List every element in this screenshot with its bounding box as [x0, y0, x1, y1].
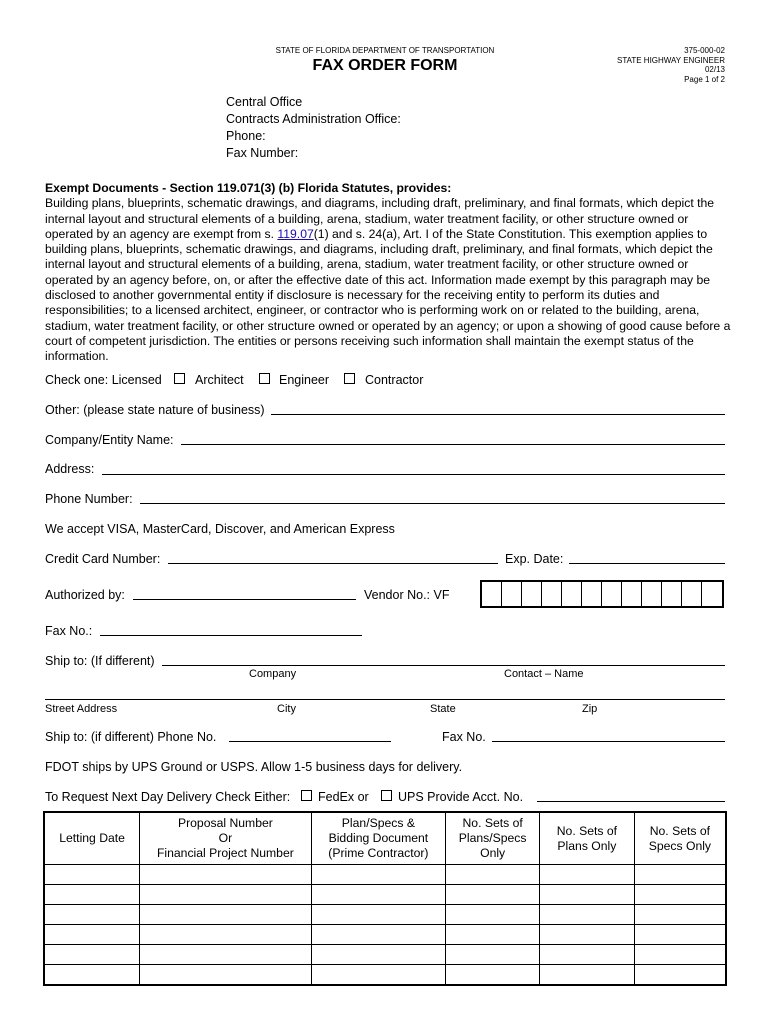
table-cell[interactable]	[44, 965, 140, 986]
table-cell[interactable]	[140, 865, 311, 885]
fedex-label: FedEx or	[318, 790, 369, 804]
table-cell[interactable]	[634, 885, 726, 905]
sub-state-label: State	[430, 703, 456, 715]
ups-label: UPS Provide Acct. No.	[398, 790, 524, 804]
table-cell[interactable]	[540, 925, 635, 945]
next-day-label: To Request Next Day Delivery Check Either:	[45, 790, 291, 804]
architect-checkbox[interactable]	[174, 373, 185, 384]
col-sets-plans: No. Sets of Plans Only	[540, 812, 635, 865]
vendor-digit-box[interactable]	[582, 582, 602, 606]
page-number: Page 1 of 2	[684, 74, 725, 84]
phone-field[interactable]	[140, 503, 725, 504]
ups-account-field[interactable]	[537, 801, 725, 802]
authorized-label: Authorized by:	[45, 588, 125, 602]
table-cell[interactable]	[140, 905, 311, 925]
cc-number-field[interactable]	[168, 563, 498, 564]
col-sets-specs: No. Sets of Specs Only	[634, 812, 726, 865]
sub-contact-label: Contact – Name	[504, 668, 584, 680]
vendor-digit-box[interactable]	[662, 582, 682, 606]
vendor-digit-box[interactable]	[542, 582, 562, 606]
exempt-text-2: (1) and s. 24(a), Art. I of the State Constitution. This exemption applies to building plans, blueprints, schematic drawings, and diagrams, including draft, preliminary, and final formats, which depict the internal layout and structural elements of a building, arena, stadium, water treatment facility, or other structure owned or operated by an agency before, on, or after the effective date of this act. Information made exempt by this paragraph may be disclosed to another governmental entity if disclosure is necessary for the receiving entity to perform its duties and responsibilities; to a licensed architect, engineer, or contractor who is performing work on or related to the building, arena, stadium, water treatment facility, or other structure owned or operated by an agency; or upon a showing of good cause before a court of competent jurisdiction. The entities or persons receiving such information shall maintain the exempt status of the information.	[45, 226, 731, 364]
vendor-digit-box[interactable]	[622, 582, 642, 606]
table-cell[interactable]	[44, 865, 140, 885]
col-letting-date: Letting Date	[44, 812, 140, 865]
col-plan-specs: Plan/Specs & Bidding Document (Prime Contractor)	[311, 812, 446, 865]
table-cell[interactable]	[540, 945, 635, 965]
vendor-digit-box[interactable]	[682, 582, 702, 606]
table-header-row	[44, 812, 726, 865]
table-cell[interactable]	[140, 885, 311, 905]
exempt-heading: Exempt Documents - Section 119.071(3) (b) Florida Statutes, provides:	[45, 181, 452, 195]
check-one-label: Check one: Licensed	[45, 373, 162, 387]
table-cell[interactable]	[446, 925, 540, 945]
table-cell[interactable]	[540, 885, 635, 905]
table-row	[44, 865, 726, 885]
cc-number-label: Credit Card Number:	[45, 552, 161, 566]
vendor-digit-box[interactable]	[482, 582, 502, 606]
sub-street-label: Street Address	[45, 703, 118, 715]
table-cell[interactable]	[446, 905, 540, 925]
col-sets-plans-specs: No. Sets of Plans/Specs Only	[446, 812, 540, 865]
shipping-note: FDOT ships by UPS Ground or USPS. Allow 1-5 business days for delivery.	[45, 760, 463, 774]
table-cell[interactable]	[446, 865, 540, 885]
table-row	[44, 885, 726, 905]
table-row	[44, 905, 726, 925]
ship-to-company-field[interactable]	[162, 665, 725, 666]
company-label: Company/Entity Name:	[45, 433, 174, 447]
ship-phone-field[interactable]	[229, 741, 391, 742]
table-cell[interactable]	[540, 905, 635, 925]
fax-label: Fax No.:	[45, 624, 93, 638]
table-cell[interactable]	[446, 965, 540, 986]
table-cell[interactable]	[634, 945, 726, 965]
form-number: 375-000-02	[684, 46, 725, 55]
address-label: Address:	[45, 462, 95, 476]
ship-fax-field[interactable]	[492, 741, 725, 742]
col-proposal-number: Proposal Number Or Financial Project Number	[140, 812, 311, 865]
form-office: STATE HIGHWAY ENGINEER	[616, 55, 725, 65]
table-cell[interactable]	[446, 945, 540, 965]
ups-checkbox[interactable]	[381, 790, 392, 801]
ship-phone-label: Ship to: (if different) Phone No.	[45, 730, 217, 744]
table-cell[interactable]	[311, 965, 446, 986]
sub-city-label: City	[277, 703, 296, 715]
architect-label: Architect	[195, 373, 244, 387]
exp-date-label: Exp. Date:	[505, 552, 564, 566]
table-cell[interactable]	[140, 925, 311, 945]
vendor-digit-box[interactable]	[522, 582, 542, 606]
orders-table	[43, 811, 727, 986]
table-cell[interactable]	[140, 965, 311, 986]
exempt-text-1: Building plans, blueprints, schematic drawings, and diagrams, including draft, preliminary, and final formats, which depict the internal layout and structural elements of a building, arena, stadium, water treatment facility, or other structure owned or operated by an agency are exempt from s.	[45, 196, 715, 241]
vendor-label: Vendor No.: VF	[364, 588, 450, 602]
vendor-digit-box[interactable]	[642, 582, 662, 606]
office-line-phone: Phone:	[226, 129, 266, 143]
statute-link[interactable]: 119.07	[277, 226, 314, 241]
table-cell[interactable]	[311, 885, 446, 905]
vendor-digit-box[interactable]	[602, 582, 622, 606]
exp-date-field[interactable]	[569, 563, 725, 564]
engineer-checkbox[interactable]	[259, 373, 270, 384]
table-cell[interactable]	[44, 905, 140, 925]
ship-to-label: Ship to: (If different)	[45, 654, 155, 668]
phone-label: Phone Number:	[45, 492, 133, 506]
table-cell[interactable]	[634, 965, 726, 986]
office-line-contracts: Contracts Administration Office:	[226, 112, 401, 126]
table-cell[interactable]	[634, 865, 726, 885]
vendor-number-boxes[interactable]	[480, 580, 724, 608]
company-field[interactable]	[181, 444, 725, 445]
exempt-paragraph	[45, 181, 735, 365]
agency-name: STATE OF FLORIDA DEPARTMENT OF TRANSPORTATION	[275, 46, 495, 55]
engineer-label: Engineer	[279, 373, 330, 387]
table-row	[44, 945, 726, 965]
sub-company-label: Company	[249, 668, 297, 680]
contractor-checkbox[interactable]	[344, 373, 355, 384]
office-info	[226, 94, 401, 162]
table-cell[interactable]	[44, 885, 140, 905]
table-row	[44, 925, 726, 945]
vendor-digit-box[interactable]	[562, 582, 582, 606]
table-cell[interactable]	[634, 905, 726, 925]
ship-fax-label: Fax No.	[442, 730, 486, 744]
accepted-cards: We accept VISA, MasterCard, Discover, and American Express	[45, 522, 395, 536]
fax-field[interactable]	[100, 635, 362, 636]
vendor-digit-box[interactable]	[702, 582, 722, 606]
table-cell[interactable]	[540, 865, 635, 885]
table-cell[interactable]	[311, 945, 446, 965]
vendor-digit-box[interactable]	[502, 582, 522, 606]
table-cell[interactable]	[540, 965, 635, 986]
table-cell[interactable]	[446, 885, 540, 905]
office-line-central: Central Office	[226, 95, 303, 109]
table-cell[interactable]	[311, 905, 446, 925]
authorized-field[interactable]	[133, 599, 356, 600]
table-cell[interactable]	[140, 945, 311, 965]
form-date: 02/13	[704, 65, 725, 74]
table-cell[interactable]	[311, 925, 446, 945]
sub-zip-label: Zip	[582, 703, 598, 715]
other-field[interactable]	[271, 414, 725, 415]
table-cell[interactable]	[311, 865, 446, 885]
office-line-fax: Fax Number:	[226, 146, 299, 160]
address-field[interactable]	[102, 474, 725, 475]
contractor-label: Contractor	[365, 373, 424, 387]
other-label: Other: (please state nature of business)	[45, 403, 265, 417]
form-title: FAX ORDER FORM	[312, 57, 458, 74]
form-meta	[617, 46, 725, 84]
table-cell[interactable]	[44, 945, 140, 965]
table-row	[44, 965, 726, 986]
ship-to-address-field[interactable]	[45, 699, 725, 700]
table-cell[interactable]	[634, 925, 726, 945]
fedex-checkbox[interactable]	[301, 790, 312, 801]
table-cell[interactable]	[44, 925, 140, 945]
